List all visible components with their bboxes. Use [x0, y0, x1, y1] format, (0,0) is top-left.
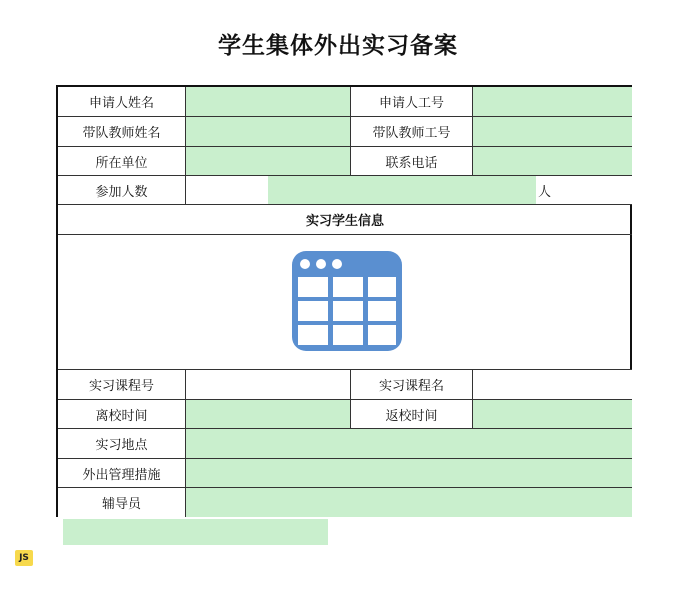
teacher-name-label: 带队教师姓名: [58, 117, 186, 147]
counselor-label: 辅导员: [58, 488, 186, 517]
unit-input[interactable]: [186, 147, 351, 176]
leave-time-label: 离校时间: [58, 400, 186, 429]
return-time-label: 返校时间: [351, 400, 473, 429]
teacher-name-input[interactable]: [186, 117, 351, 147]
course-name-label: 实习课程名: [351, 370, 473, 400]
participants-input[interactable]: [268, 176, 536, 204]
participants-unit: 人: [538, 185, 552, 200]
participants-label: 参加人数: [58, 176, 186, 205]
leave-time-input[interactable]: [186, 400, 351, 429]
section-title: 实习学生信息: [58, 205, 632, 235]
teacher-id-input[interactable]: [473, 117, 632, 147]
measures-input[interactable]: [186, 459, 632, 488]
applicant-id-label: 申请人工号: [351, 87, 473, 117]
measures-label: 外出管理措施: [58, 459, 186, 488]
return-time-input[interactable]: [473, 400, 632, 429]
applicant-name-label: 申请人姓名: [58, 87, 186, 117]
applicant-id-input[interactable]: [473, 87, 632, 117]
course-no-input[interactable]: [186, 370, 351, 400]
applicant-name-input[interactable]: [186, 87, 351, 117]
location-label: 实习地点: [58, 429, 186, 459]
teacher-id-label: 带队教师工号: [351, 117, 473, 147]
unit-label: 所在单位: [58, 147, 186, 176]
location-input[interactable]: [186, 429, 632, 459]
counselor-input[interactable]: [186, 488, 632, 517]
phone-label: 联系电话: [351, 147, 473, 176]
js-badge-icon: JS: [15, 550, 33, 566]
signature-input[interactable]: [63, 519, 328, 545]
page-title: 学生集体外出实习备案: [218, 33, 458, 59]
course-no-label: 实习课程号: [58, 370, 186, 400]
student-info-area[interactable]: [58, 235, 632, 370]
phone-input[interactable]: [473, 147, 632, 176]
course-name-input[interactable]: [473, 370, 632, 400]
table-icon: [290, 249, 404, 353]
filing-form: [56, 85, 632, 517]
